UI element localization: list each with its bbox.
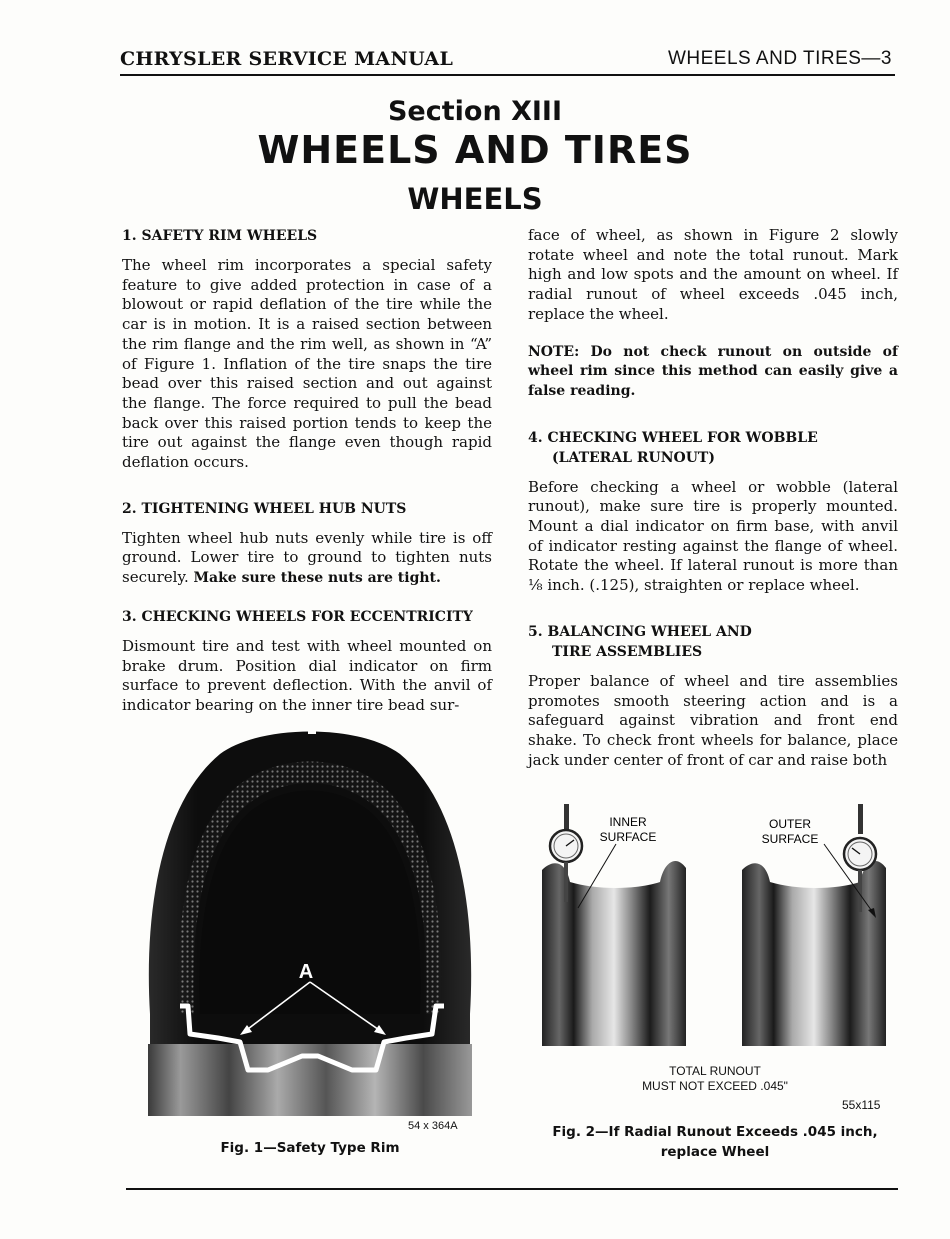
label-inner-2: SURFACE bbox=[599, 830, 657, 844]
heading-wobble-line1: 4. CHECKING WHEEL FOR WOBBLE bbox=[528, 429, 818, 446]
runout-note-line1: TOTAL RUNOUT bbox=[669, 1064, 761, 1078]
left-column bbox=[122, 226, 492, 716]
paragraph-wobble bbox=[528, 478, 898, 596]
label-outer-2: SURFACE bbox=[761, 832, 819, 846]
running-header-right: WHEELS AND TIRES—3 bbox=[667, 48, 892, 69]
figure-2-caption-line1: Fig. 2—If Radial Runout Exceeds .045 inch, bbox=[552, 1124, 878, 1140]
tightening-text: Tighten wheel hub nuts evenly while tire is off ground. Lower tire to ground to tighten nuts securely. bbox=[122, 528, 492, 587]
heading-wobble-line2: (LATERAL RUNOUT) bbox=[552, 449, 715, 466]
runout-note-line2: MUST NOT EXCEED .045" bbox=[642, 1079, 788, 1093]
wobble-fraction: ⅛ bbox=[528, 576, 543, 595]
heading-safety-rim-wheels: 1. SAFETY RIM WHEELS bbox=[122, 228, 318, 244]
safety-rim-illustration bbox=[140, 714, 480, 1124]
heading-balancing-line2: TIRE ASSEMBLIES bbox=[552, 643, 703, 660]
heading-wobble bbox=[528, 428, 898, 468]
label-outer-1: OUTER bbox=[769, 817, 811, 831]
paragraph-eccentricity: Dismount tire and test with wheel mounted on brake drum. Position dial indicator on firm surface to prevent deflection. With the anvil of indicator bearing on the inner tire bead sur- bbox=[122, 636, 492, 714]
heading-balancing bbox=[528, 622, 898, 662]
section-main-title: WHEELS AND TIRES bbox=[257, 128, 693, 172]
label-inner-1: INNER bbox=[609, 815, 647, 829]
paragraph-safety-rim: The wheel rim incorporates a special safety feature to give added protection in case of a blowout or rapid deflation of the tire while the car is in motion. It is a raised section between the rim flange and the rim well, as shown in “A” of Figure 1. Inflation of the tire snaps the tire bead over this raised section and out against the flange. The force required to pull the bead back over this raised portion tends to keep the tire out against the flange even though rapid deflation occurs. bbox=[122, 256, 492, 472]
figure-2-caption bbox=[540, 1122, 890, 1162]
heading-balancing-line1: 5. BALANCING WHEEL AND bbox=[528, 623, 752, 640]
section-number-title: Section XIII bbox=[387, 96, 563, 127]
figure-2-code: 55x115 bbox=[842, 1098, 881, 1112]
runout-note bbox=[600, 1064, 830, 1094]
note-runout: NOTE: Do not check runout on outside of wheel rim since this method can easily give a false reading. bbox=[528, 343, 898, 399]
figure-1-image bbox=[140, 714, 480, 1124]
figure-1-caption: Fig. 1—Safety Type Rim bbox=[220, 1140, 400, 1156]
footer-rule bbox=[126, 1188, 898, 1190]
header-rule bbox=[120, 74, 895, 76]
wobble-text-b: inch. (.125), straighten or replace wheel. bbox=[542, 576, 860, 595]
figure-2-caption-line2: replace Wheel bbox=[660, 1144, 770, 1160]
tightening-emphasis: Make sure these nuts are tight. bbox=[193, 570, 441, 587]
paragraph-tightening-nuts bbox=[122, 529, 492, 589]
heading-eccentricity: 3. CHECKING WHEELS FOR ECCENTRICITY bbox=[122, 608, 473, 625]
heading-tightening-nuts: 2. TIGHTENING WHEEL HUB NUTS bbox=[122, 500, 407, 517]
paragraph-balancing: Proper balance of wheel and tire assemblies promotes smooth steering action and is a safeguard against vibration and front end shake. To check front wheels for balance, place jack under center of front of car and raise both bbox=[528, 671, 898, 769]
figure-1-code: 54 x 364A bbox=[408, 1120, 458, 1132]
running-header-left: CHRYSLER SERVICE MANUAL bbox=[120, 48, 454, 70]
right-column bbox=[528, 226, 898, 770]
section-subtitle: WHEELS bbox=[407, 182, 543, 216]
figure-2-image bbox=[536, 798, 896, 1058]
paragraph-eccentricity-continued: face of wheel, as shown in Figure 2 slowly rotate wheel and note the total runout. Mark high and low spots and the amount on wheel. If radial runout of wheel exceeds .045 inch, replace the wheel. bbox=[528, 226, 898, 323]
wobble-text-a: Before checking a wheel or wobble (lateral runout), make sure tire is properly mounted. Mount a dial indicator on firm base, with anvil of indicator resting against the flange of wheel. Rotate the wheel. If lateral runout is more than bbox=[528, 477, 898, 575]
label-a: A bbox=[298, 961, 314, 983]
runout-illustration bbox=[536, 798, 896, 1058]
